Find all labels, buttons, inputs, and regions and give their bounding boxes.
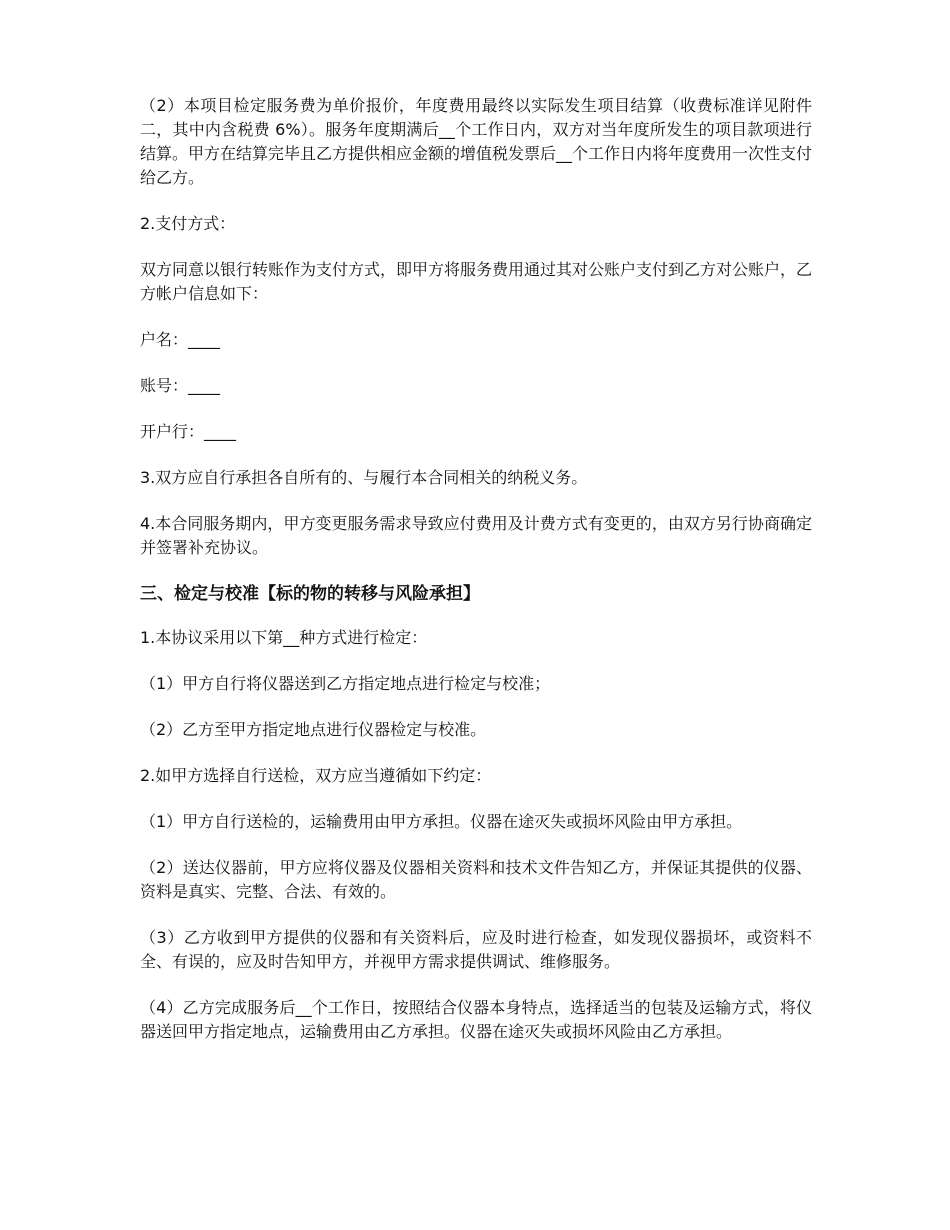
paragraph-tax: 3.双方应自行承担各自所有的、与履行本合同相关的纳税义务。: [140, 468, 588, 487]
paragraph-bank: 开户行：____: [140, 422, 237, 441]
paragraph-payment-method-title: 2.支付方式：: [140, 214, 236, 233]
paragraph-bank-transfer: 双方同意以银行转账作为支付方式，即甲方将服务费用通过其对公账户支付到乙方对公账户，乙方帐户信息如下：: [140, 260, 813, 303]
paragraph-self-delivery-3: （3）乙方收到甲方提供的仪器和有关资料后，应及时进行检查，如发现仪器损坏，或资料不全、有误的，应及时告知甲方，并视甲方需求提供调试、维修服务。: [140, 928, 812, 971]
paragraph-self-delivery-1: （1）甲方自行送检的，运输费用由甲方承担。仪器在途灭失或损坏风险由甲方承担。: [140, 812, 743, 831]
paragraph-service-change: 4.本合同服务期内，甲方变更服务需求导致应付费用及计费方式有变更的，由双方另行协商确定并签署补充协议。: [140, 514, 812, 557]
document-body: [140, 94, 812, 1066]
paragraph-self-delivery: 2.如甲方选择自行送检，双方应当遵循如下约定：: [140, 766, 492, 785]
paragraph-option-2: （2）乙方至甲方指定地点进行仪器检定与校准。: [140, 720, 487, 739]
paragraph-inspection-mode: 1.本协议采用以下第__种方式进行检定：: [140, 628, 428, 647]
paragraph-option-1: （1）甲方自行将仪器送到乙方指定地点进行检定与校准；: [140, 674, 551, 693]
paragraph-account-name: 户名：____: [140, 330, 221, 349]
paragraph-self-delivery-2: （2）送达仪器前，甲方应将仪器及仪器相关资料和技术文件告知乙方，并保证其提供的仪器、资料是真实、完整、合法、有效的。: [140, 858, 812, 901]
section-heading-calibration: 三、检定与校准【标的物的转移与风险承担】: [140, 584, 480, 604]
paragraph-account-number: 账号：____: [140, 376, 221, 395]
paragraph-service-fee: （2）本项目检定服务费为单价报价，年度费用最终以实际发生项目结算（收费标准详见附件二，其中内含税费 6%）。服务年度期满后__个工作日内，双方对当年度所发生的项目款项进行结算。甲方在结算完毕且乙方提供相应金额的增值税发票后__个工作日内将年度费用一次性支付给乙方。: [140, 96, 813, 187]
paragraph-self-delivery-4: （4）乙方完成服务后__个工作日，按照结合仪器本身特点，选择适当的包装及运输方式，将仪器送回甲方指定地点，运输费用由乙方承担。仪器在途灭失或损坏风险由乙方承担。: [140, 998, 812, 1041]
